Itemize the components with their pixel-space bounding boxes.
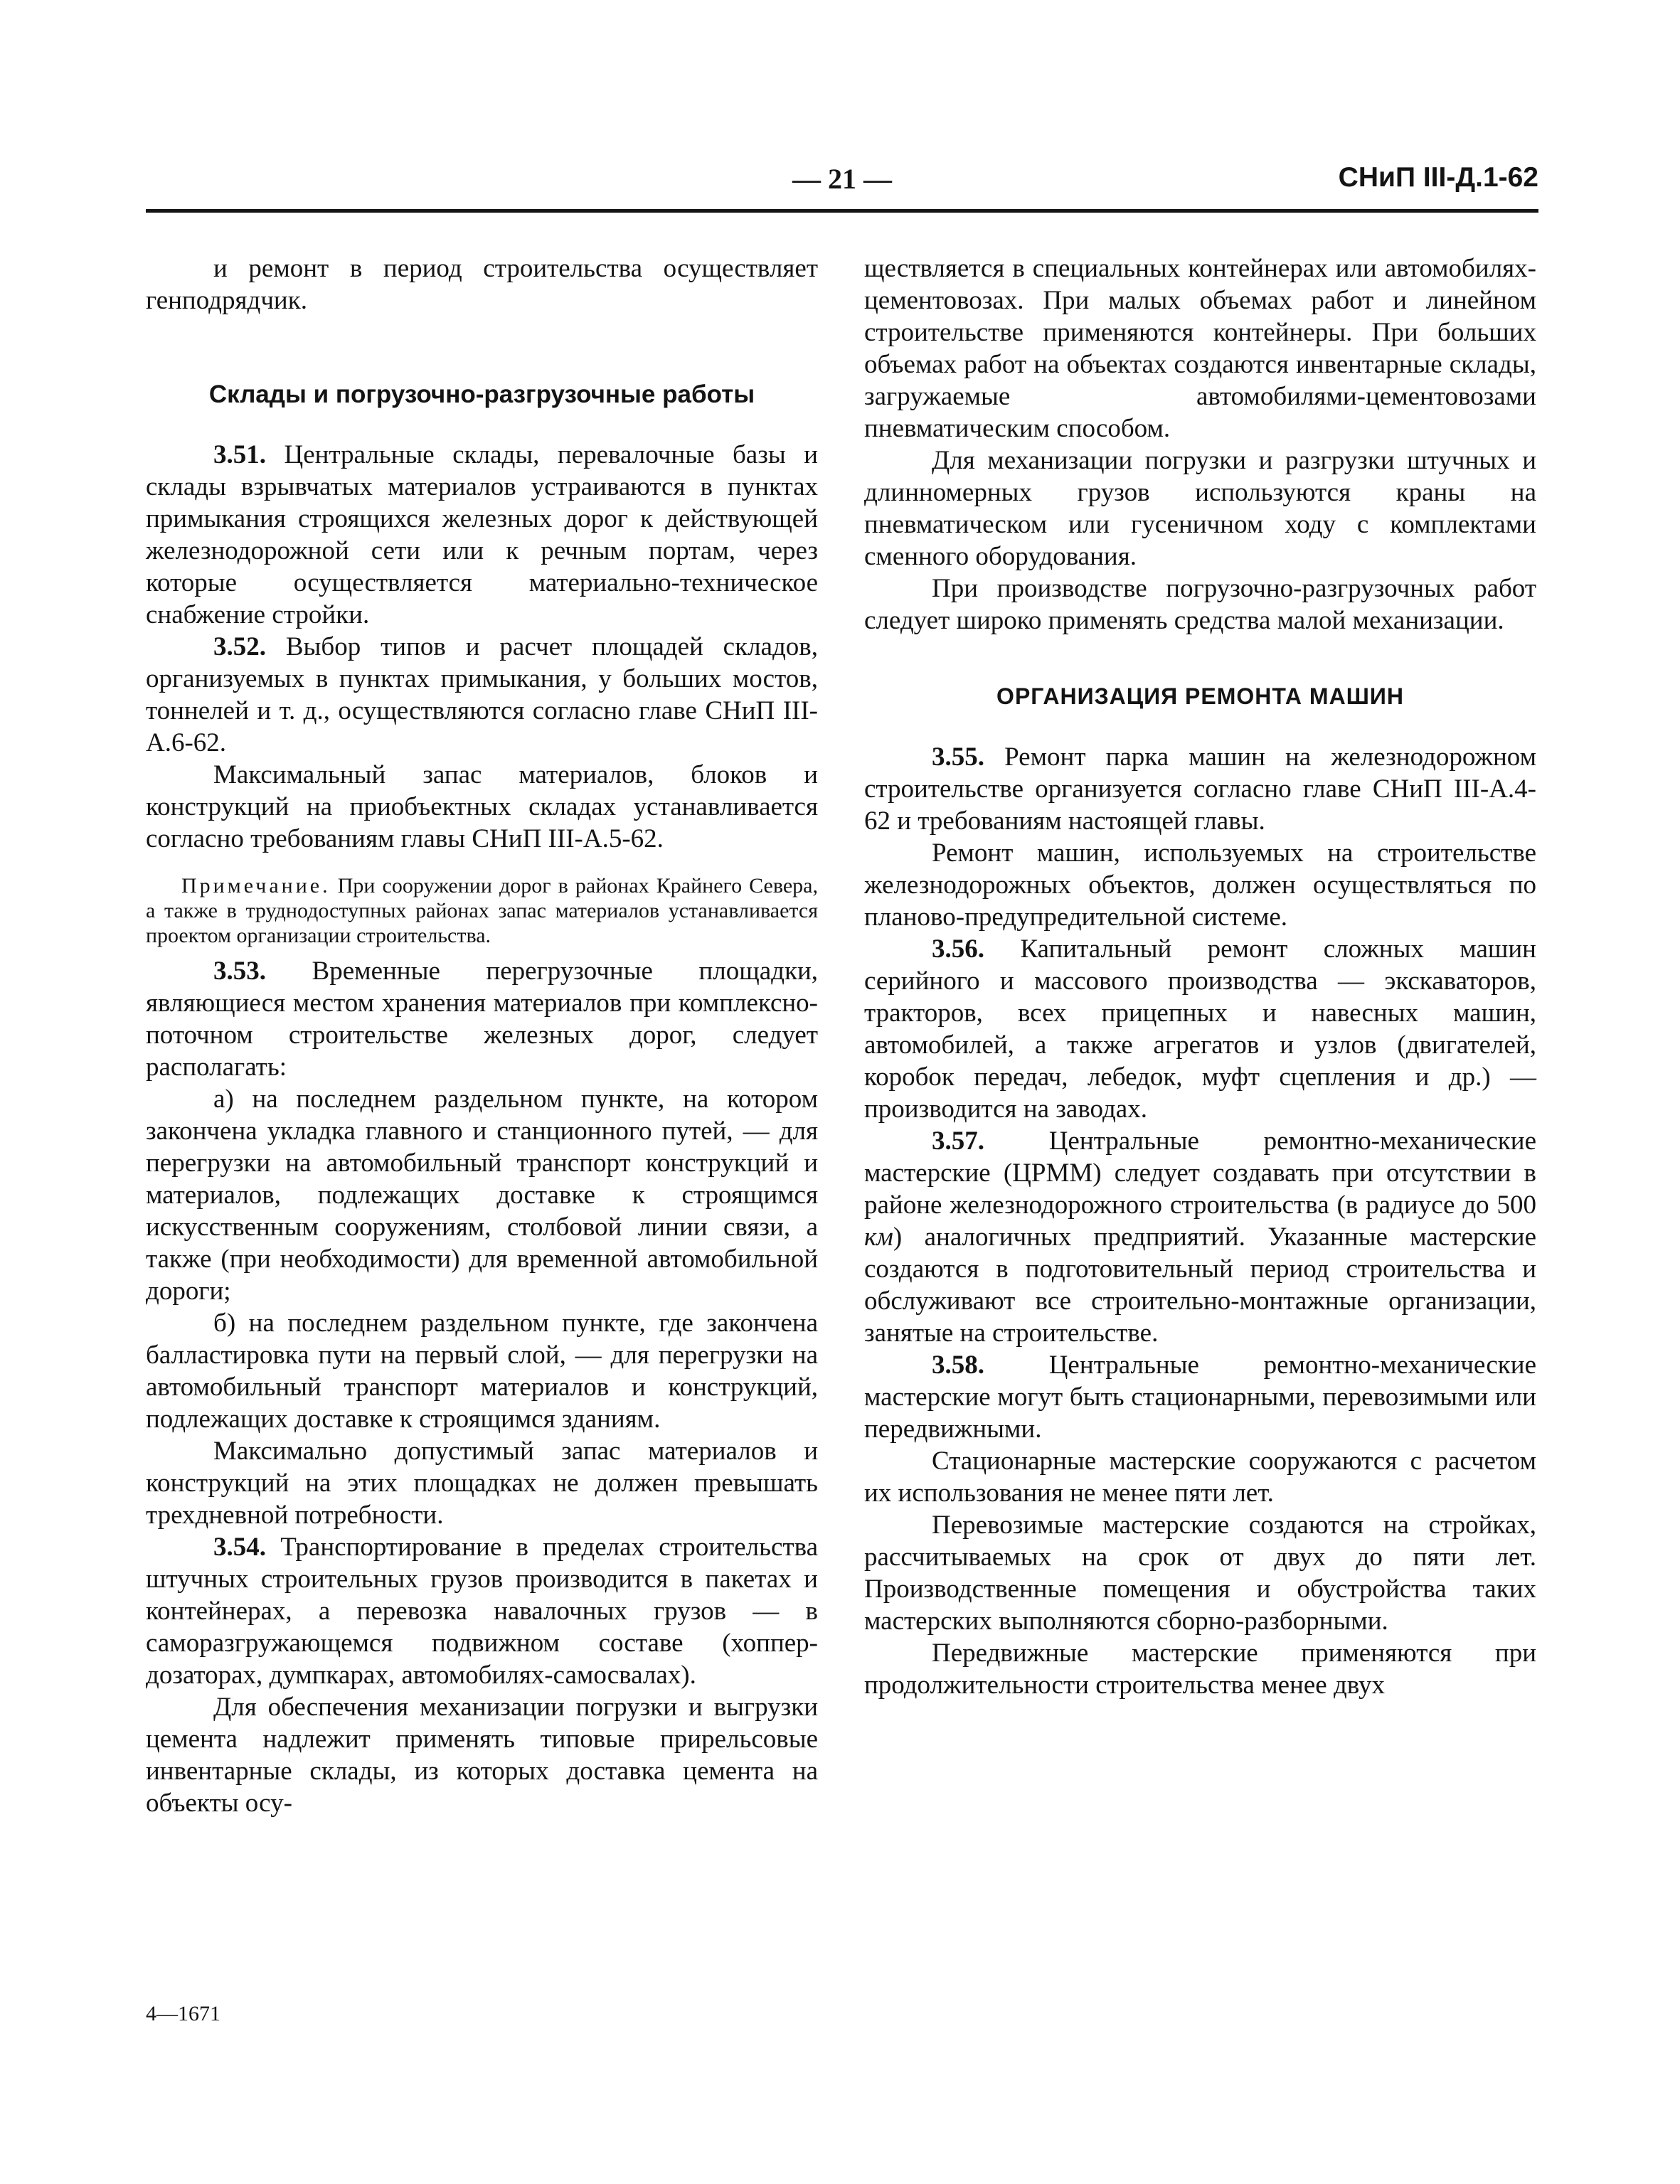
note-paragraph — [146, 873, 818, 948]
clause-3-57 — [864, 1125, 1536, 1349]
paragraph: Стационарные мастерские сооружаются с расчетом их использования не менее пяти лет. — [864, 1447, 1536, 1508]
paragraph-continuation: ществляется в специальных контейнерах или автомобилях-цементовозах. При малых объемах работ и линейном строительстве применяются контейнеры. При больших объемах работ на объектах создаются инвентарные склады, загружаемые автомобилями-цементовозами пневматическим способом. — [864, 254, 1536, 443]
note-text: При сооружении дорог в районах Крайнего Севера, а также в труднодоступных районах запас материалов устанавливается проектом организации строительства. — [146, 874, 818, 947]
clause-3-54 — [146, 1531, 818, 1691]
clause-text: Центральные ремонтно-механические мастерские могут быть стационарными, перевозимыми или передвижными. — [864, 1351, 1536, 1444]
clause-3-52 — [146, 631, 818, 759]
left-column — [146, 252, 818, 1819]
clause-text: Ремонт парка машин на железнодорожном строительстве организуется согласно главе СНиП III-А.4-62 и требованиям настоящей главы. — [864, 742, 1536, 836]
paragraph: Передвижные мастерские применяются при продолжительности строительства менее двух — [864, 1639, 1536, 1700]
paragraph: Максимальный запас материалов, блоков и конструкций на приобъектных складах устанавливается согласно требованиям главы СНиП III-А.5-62. — [146, 760, 818, 853]
list-item-b: б) на последнем раздельном пункте, где закончена балластировка пути на первый слой, — для перегрузки на автомобильный транспорт материалов и конструкций, подлежащих доставке к строящимся зданиям. — [146, 1309, 818, 1434]
clause-text: Капитальный ремонт сложных машин серийного и массового производства — экскаваторов, тракторов, всех прицепных и навесных машин, автомобилей, а также агрегатов и узлов (двигателей, коробок передач, лебедок, муфт сцепления и др.) — производится на заводах. — [864, 934, 1536, 1124]
clause-text: Временные перегрузочные площадки, являющиеся местом хранения материалов при комплексно-поточном строительстве железных дорог, следует располагать: — [146, 957, 818, 1082]
right-column — [864, 252, 1536, 1701]
document-code: СНиП III-Д.1-62 — [1338, 162, 1538, 193]
clause-number: 3.54. — [213, 1533, 266, 1562]
clause-number: 3.53. — [213, 957, 266, 986]
clause-number: 3.58. — [932, 1351, 984, 1380]
header-rule — [146, 209, 1538, 213]
clause-number: 3.57. — [932, 1126, 984, 1156]
paragraph: Для механизации погрузки и разгрузки штучных и длинномерных грузов используются краны на пневматическом или гусеничном ходу с комплектами сменного оборудования. — [864, 446, 1536, 571]
clause-number: 3.55. — [932, 742, 984, 772]
clause-3-58 — [864, 1349, 1536, 1445]
clause-3-55 — [864, 741, 1536, 837]
paragraph: При производстве погрузочно-разгрузочных работ следует широко применять средства малой механизации. — [864, 574, 1536, 635]
clause-3-56 — [864, 933, 1536, 1125]
paragraph: Максимально допустимый запас материалов и конструкций на этих площадках не должен превышать трехдневной потребности. — [146, 1437, 818, 1530]
unit-km: км — [864, 1222, 893, 1252]
clause-text: Выбор типов и расчет площадей складов, организуемых в пунктах примыкания, у больших мостов, тоннелей и т. д., осуществляются согласно главе СНиП III-А.6-62. — [146, 632, 818, 757]
clause-number: 3.51. — [213, 440, 266, 469]
note-label: Примечание. — [181, 874, 331, 897]
clause-text: Центральные ремонтно-механические мастерские (ЦРММ) следует создавать при отсутствии в районе железнодорожного строительства (в радиусе до 500 — [864, 1126, 1536, 1220]
page-number: — 21 — — [792, 163, 892, 195]
clause-text: Транспортирование в пределах строительства штучных строительных грузов производится в пакетах и контейнерах, а перевозка навалочных грузов — в саморазгружающемся подвижном составе (хоппер-дозаторах, думпкарах, автомобилях-самосвалах). — [146, 1533, 818, 1690]
clause-text: ) аналогичных предприятий. Указанные мастерские создаются в подготовительный период строительства и обслуживают все строительно-монтажные организации, занятые на строительстве. — [864, 1222, 1536, 1348]
clause-number: 3.52. — [213, 632, 266, 661]
page-header — [146, 162, 1538, 205]
paragraph: Для обеспечения механизации погрузки и выгрузки цемента надлежит применять типовые прирельсовые инвентарные склады, из которых доставка цемента на объекты осу- — [146, 1693, 818, 1818]
printer-signature: 4—1671 — [146, 2002, 220, 2025]
section-heading-machine-repair: ОРГАНИЗАЦИЯ РЕМОНТА МАШИН — [996, 683, 1404, 709]
section-heading-warehouses: Склады и погрузочно-разгрузочные работы — [208, 380, 755, 408]
clause-3-51 — [146, 439, 818, 631]
paragraph: Перевозимые мастерские создаются на стройках, рассчитываемых на срок от двух до пяти лет. Производственные помещения и обустройства таких мастерских выполняются сборно-разборными. — [864, 1511, 1536, 1636]
clause-3-53 — [146, 955, 818, 1083]
clause-number: 3.56. — [932, 934, 984, 964]
paragraph: Ремонт машин, используемых на строительстве железнодорожных объектов, должен осуществляться по планово-предупредительной системе. — [864, 838, 1536, 932]
clause-text: Центральные склады, перевалочные базы и склады взрывчатых материалов устраиваются в пунктах примыкания строящихся железных дорог к действующей железнодорожной сети или к речным портам, через которые осуществляется материально-техническое снабжение стройки. — [146, 440, 818, 629]
paragraph-continuation: и ремонт в период строительства осуществляет генподрядчик. — [146, 254, 818, 315]
list-item-a: а) на последнем раздельном пункте, на котором закончена укладка главного и станционного путей, — для перегрузки на автомобильный транспорт конструкций и материалов, подлежащих доставке к строящимся искусственным сооружениям, столбовой линии связи, а также (при необходимости) для временной автомобильной дороги; — [146, 1085, 818, 1306]
